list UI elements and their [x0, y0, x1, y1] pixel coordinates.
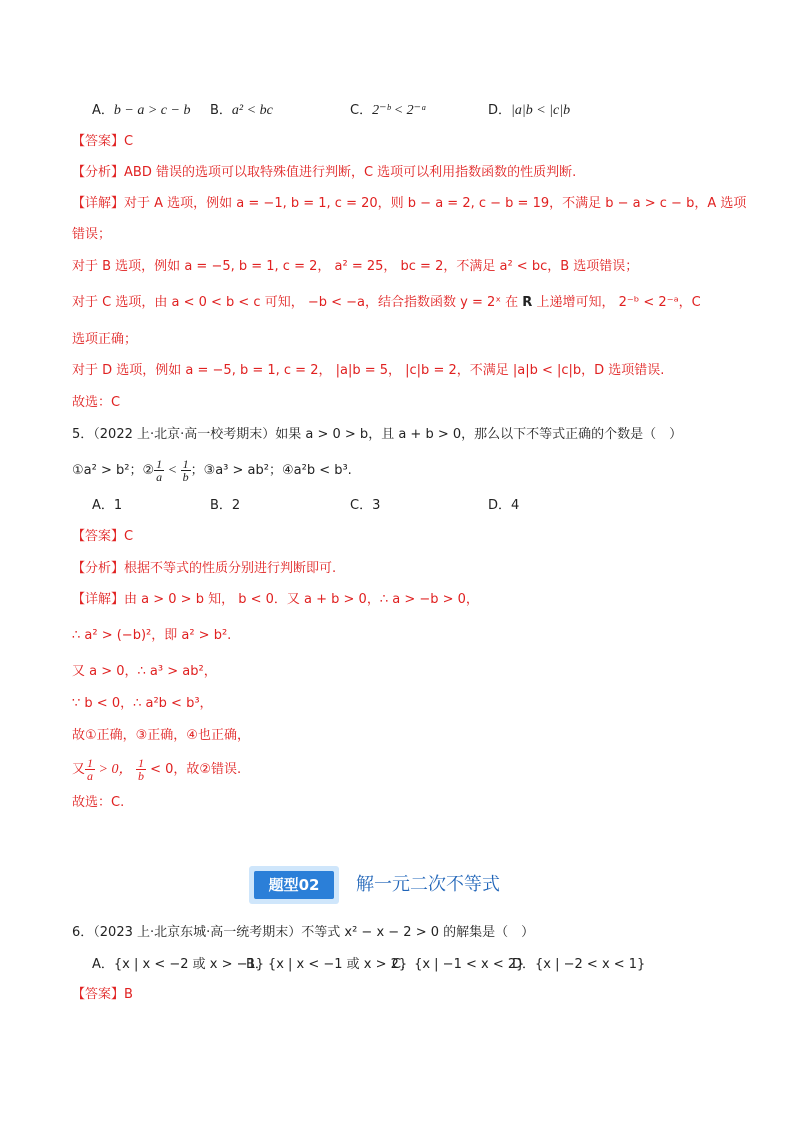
section-title: 解一元二次不等式	[356, 874, 500, 895]
q5-option-b: B．2	[210, 498, 241, 513]
q4-detail-line6: 对于 D 选项，例如 a = −5, b = 1, c = 2， |a|b = 5， |c|b = 2，不满足 |a|b < |c|b，D 选项错误.	[72, 363, 665, 378]
q4-analysis: 【分析】ABD 错误的选项可以取特殊值进行判断，C 选项可以利用指数函数的性质判断.	[72, 165, 577, 180]
q5-detail-line1: 【详解】由 a > 0 > b 知， b < 0．又 a + b > 0，∴ a > −b > 0，	[72, 592, 479, 607]
q5-detail-line5: 故①正确，③正确，④也正确，	[72, 728, 250, 743]
q6-answer: 【答案】B	[72, 987, 133, 1002]
q4-detail-line2: 错误；	[72, 227, 112, 242]
q4-answer: 【答案】C	[72, 134, 134, 149]
q4-detail-line1: 【详解】对于 A 选项，例如 a = −1, b = 1, c = 20，则 b − a = 2, c − b = 19，不满足 b − a > c − b，A 选项	[72, 196, 747, 211]
q5-detail-line4: ∵ b < 0，∴ a²b < b³，	[72, 696, 213, 711]
q6-option-c: C．{x | −1 < x < 2}	[392, 957, 525, 972]
q5-detail-line2: ∴ a² > (−b)²，即 a² > b².	[72, 628, 232, 643]
q5-frac-1-over-b: $\frac{1}{b}$	[182, 457, 189, 484]
q4-detail-line4: 对于 C 选项，由 a < 0 < b < c 可知， −b < −a，结合指数函数 y = 2ˣ 在 R 上递增可知， 2⁻ᵇ < 2⁻ᵃ，C	[72, 295, 701, 310]
section-badge	[249, 866, 339, 904]
q5-detail-line3: 又 a > 0，∴ a³ > ab²，	[72, 664, 217, 679]
q4-detail-line7: 故选：C	[72, 395, 121, 410]
q6-option-a: A．{x | x < −2 或 x > −1}	[92, 957, 265, 972]
q5-detail-line6: 又 $\frac{1}{a}$ > 0， $\frac{1}{b}$ < 0，故②错误.	[72, 756, 242, 783]
q4-detail-line5: 选项正确；	[72, 332, 138, 347]
q5-detail-line7: 故选：C.	[72, 795, 125, 810]
q5-frac-1-over-a: $\frac{1}{a}$	[156, 457, 163, 484]
q4-option-a: A．b − a > c − b	[92, 103, 191, 118]
q5-stem: 5．（2022 上·北京·高一校考期末）如果 a > 0 > b，且 a + b > 0，那么以下不等式正确的个数是（ ）	[72, 427, 683, 442]
q5-answer: 【答案】C	[72, 529, 134, 544]
q5-detail-frac-1-over-a: $\frac{1}{a}$	[87, 756, 94, 783]
q5-option-c: C．3	[350, 498, 381, 513]
q6-stem: 6．（2023 上·北京东城·高一统考期末）不等式 x² − x − 2 > 0 的解集是（ ）	[72, 925, 535, 940]
q5-detail-frac-1-over-b: $\frac{1}{b}$	[137, 756, 144, 783]
q4-option-c: C．2⁻ᵇ < 2⁻ᵃ	[350, 103, 427, 118]
q5-option-a: A．1	[92, 498, 123, 513]
q4-detail-line3: 对于 B 选项，例如 a = −5, b = 1, c = 2， a² = 25， bc = 2，不满足 a² < bc，B 选项错误；	[72, 259, 639, 274]
q4-option-b: B．a² < bc	[210, 103, 273, 118]
section-badge-label: 题型02	[254, 871, 334, 899]
q5-analysis: 【分析】根据不等式的性质分别进行判断即可.	[72, 561, 337, 576]
q6-option-b: B．{x | x < −1 或 x > 2}	[246, 957, 408, 972]
q4-option-d: D．|a|b < |c|b	[488, 103, 571, 118]
q5-option-d: D．4	[488, 498, 520, 513]
q5-items: ①a² > b²；② $\frac{1}{a}$ < $\frac{1}{b}$ ；③a³ > ab²；④a²b < b³.	[72, 457, 352, 484]
q6-option-d: D．{x | −2 < x < 1}	[512, 957, 646, 972]
